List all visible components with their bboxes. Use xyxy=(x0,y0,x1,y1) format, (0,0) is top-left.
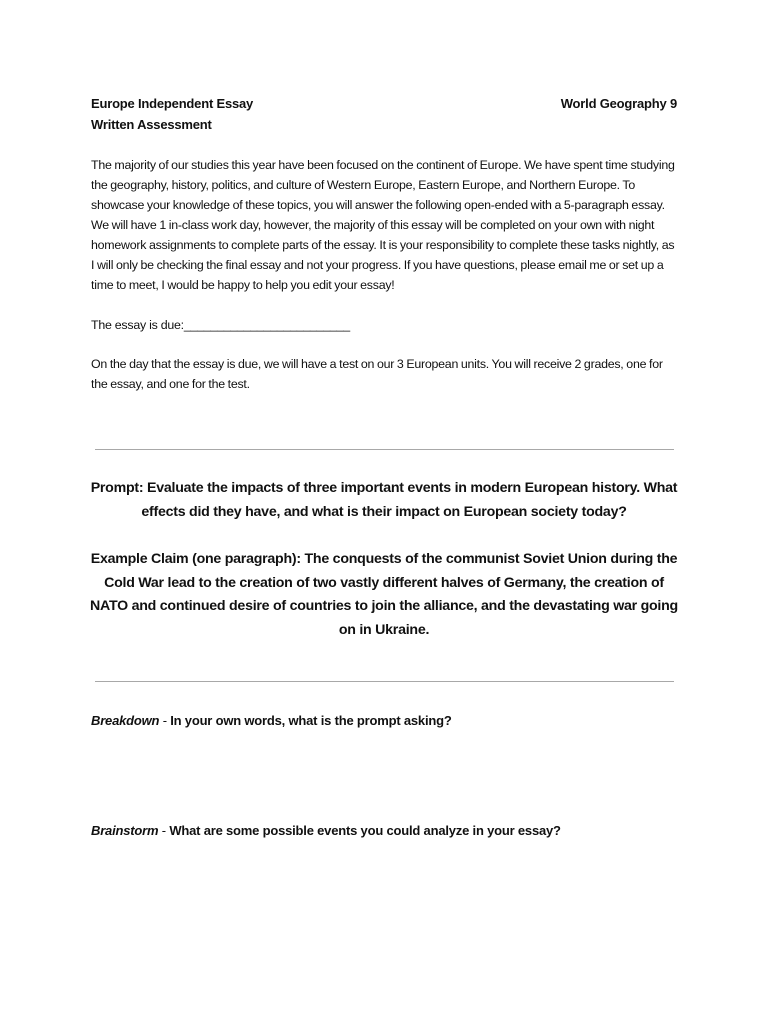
document-title: Europe Independent Essay xyxy=(91,96,254,111)
example-claim: Example Claim (one paragraph): The conquests of the communist Soviet Union during the Cold War lead to the creation of two vastly different halves of Germany, the creation of NATO and continued desire of countries to join the alliance, and the devastating war going on in Ukraine. xyxy=(90,551,678,638)
breakdown-text: In your own words, what is the prompt asking? xyxy=(170,713,452,728)
divider-top xyxy=(95,449,674,450)
document-page xyxy=(91,93,677,394)
breakdown-question xyxy=(91,711,452,731)
brainstorm-term: Brainstorm xyxy=(91,823,159,838)
essay-prompt: Prompt: Evaluate the impacts of three important events in modern European history. What effects did they have, and what is their impact on European society today? xyxy=(90,480,678,520)
brainstorm-question xyxy=(91,821,561,841)
header-row xyxy=(91,93,677,114)
breakdown-separator: - xyxy=(159,713,171,728)
course-name: World Geography 9 xyxy=(560,96,677,111)
test-note-paragraph: On the day that the essay is due, we will have a test on our 3 European units. You will receive 2 grades, one for the essay, and one for the test. xyxy=(91,357,663,391)
document-subtitle: Written Assessment xyxy=(91,117,212,132)
due-date-line: The essay is due:_________________________ xyxy=(91,318,350,332)
brainstorm-separator: - xyxy=(158,823,170,838)
brainstorm-text: What are some possible events you could analyze in your essay? xyxy=(169,823,561,838)
breakdown-term: Breakdown xyxy=(91,713,160,728)
divider-bottom xyxy=(95,681,674,682)
intro-paragraph: The majority of our studies this year have been focused on the continent of Europe. We have spent time studying the geography, history, politics, and culture of Western Europe, Eastern Europe, and Northern Europe. To showcase your knowledge of these topics, you will answer the following open-ended with a 5-paragraph essay. We will have 1 in-class work day, however, the majority of this essay will be completed on your own with night homework assignments to complete parts of the essay. It is your responsibility to complete these tasks nightly, as I will only be checking the final essay and not your progress. If you have questions, please email me or set up a time to meet, I would be happy to help you edit your essay! xyxy=(91,158,675,292)
